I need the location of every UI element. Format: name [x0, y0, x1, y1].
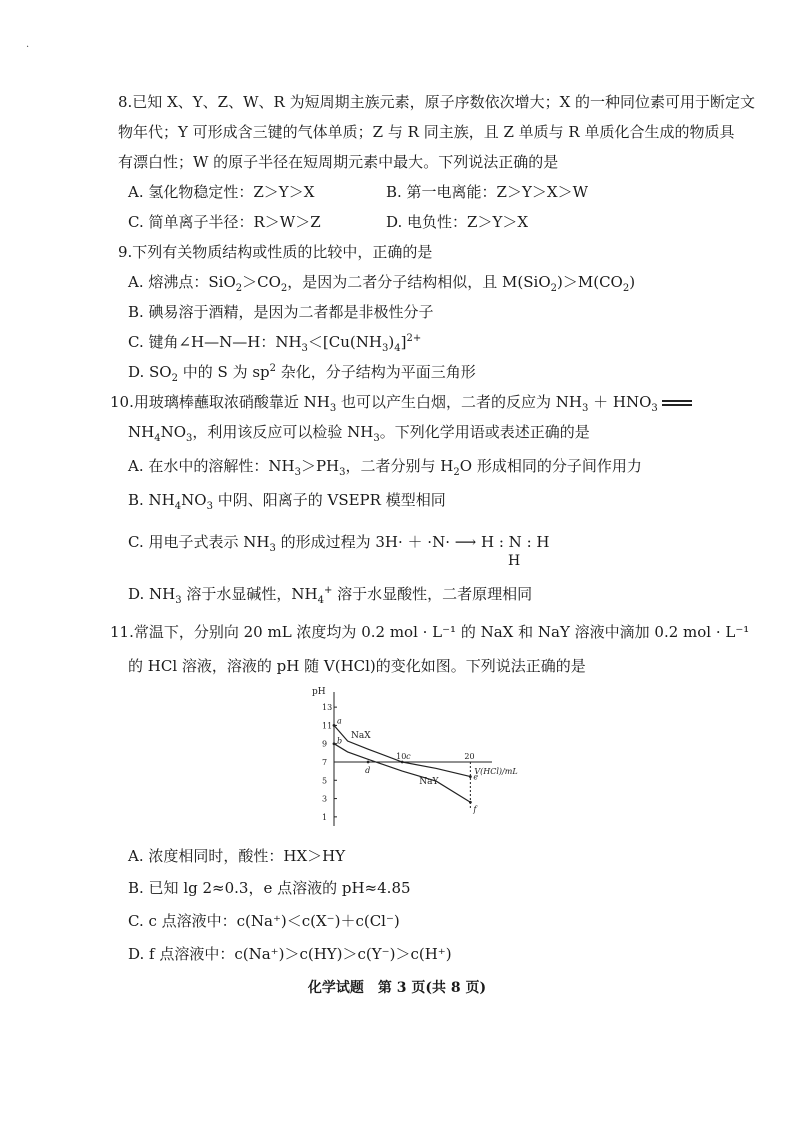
page-footer: 化学试题 第 3 页(共 8 页)	[307, 980, 487, 996]
point-label-d: d	[365, 766, 371, 775]
ph-titration-chart	[300, 682, 530, 842]
q11-option-d: D. f 点溶液中：c(Na⁺)＞c(HY)＞c(Y⁻)＞c(H⁺)	[128, 945, 452, 963]
q9-option-a: A. 熔沸点：$SiO_2>CO_2$，是因为二者分子结构相似，且 $M(SiO_2)>M(CO_2)$	[128, 273, 636, 294]
point-f	[469, 801, 472, 804]
q9-option-c: C. 键角∠H—N—H：$NH_3<[Cu(NH_3)_4]^{2+}$	[128, 333, 422, 354]
q11-option-c: C. c 点溶液中：c(Na⁺)＜c(X⁻)＋c(Cl⁻)	[128, 912, 400, 930]
y-tick-label: 1	[322, 812, 328, 822]
q8-option-b: B. 第一电离能：Z＞Y＞X＞W	[386, 183, 588, 201]
series-label-nay: NaY	[419, 776, 439, 787]
q10-option-c: C. 用电子式表示 $NH_3$ 的形成过程为 3H· ＋ ·N· ⟶ H : N : H	[128, 533, 550, 554]
q9-option-b: B. 碘易溶于酒精，是因为二者都是非极性分子	[128, 303, 434, 321]
q8-option-c: C. 简单离子半径：R＞W＞Z	[128, 213, 321, 231]
q8-stem-line3: 有漂白性；W 的原子半径在短周期元素中最大。下列说法正确的是	[118, 153, 559, 171]
q10-stem-line2: $NH_4NO_3$，利用该反应可以检验 $NH_3$。下列化学用语或表述正确的是	[128, 423, 590, 444]
x-axis-label: V(HCl)/mL	[474, 767, 518, 776]
point-label-c: c	[406, 752, 411, 761]
q11-stem-line2: 的 HCl 溶液，溶液的 pH 随 V(HCl)的变化如图。下列说法正确的是	[128, 657, 586, 675]
y-tick-label: 11	[322, 721, 333, 731]
q10-option-a: A. 在水中的溶解性：$NH_3>PH_3$，二者分别与 $H_2O$ 形成相同的分子间作用力	[128, 457, 642, 478]
y-tick-label: 3	[322, 794, 328, 804]
y-tick-label: 13	[322, 703, 333, 713]
point-d	[367, 761, 370, 764]
q11-option-a: A. 浓度相同时，酸性：HX＞HY	[128, 847, 346, 865]
point-label-e: e	[473, 772, 479, 782]
q8-stem-line1: 8.已知 X、Y、Z、W、R 为短周期主族元素，原子序数依次增大；X 的一种同位素可用于断定文	[118, 93, 756, 111]
point-label-f: f	[473, 805, 477, 815]
y-tick-label: 9	[322, 739, 328, 749]
q8-option-a: A. 氢化物稳定性：Z＞Y＞X	[128, 183, 315, 201]
q8-option-d: D. 电负性：Z＞Y＞X	[386, 213, 529, 231]
q9-option-d: D. $SO_2$ 中的 S 为 $sp^2$ 杂化，分子结构为平面三角形	[128, 363, 476, 384]
series-label-nax: NaX	[351, 731, 371, 742]
q9-stem: 9.下列有关物质结构或性质的比较中，正确的是	[118, 243, 433, 261]
point-a	[333, 724, 336, 727]
point-c	[401, 761, 404, 764]
y-axis-label: pH	[312, 687, 326, 697]
q10-option-d: D. $NH_3$ 溶于水显碱性，$NH_4^+$ 溶于水显酸性，二者原理相同	[128, 585, 533, 606]
x-tick-label: 10	[396, 752, 407, 761]
scan-mark: ·	[26, 42, 30, 53]
point-b	[333, 742, 336, 745]
q11-stem-line1: 11.常温下，分别向 20 mL 浓度均为 0.2 mol · L⁻¹ 的 NaX 和 NaY 溶液中滴加 0.2 mol · L⁻¹	[110, 623, 750, 641]
x-tick-label: 20	[464, 752, 475, 761]
equals-sign	[662, 400, 692, 406]
point-e	[469, 775, 472, 778]
q10-stem-line1: 10.用玻璃棒蘸取浓硝酸靠近 $NH_3$ 也可以产生白烟，二者的反应为 $NH_3 + HNO_3$	[110, 392, 692, 412]
q11-option-b: B. 已知 lg 2≈0.3，e 点溶液的 pH≈4.85	[128, 879, 411, 897]
point-label-a: a	[337, 716, 342, 726]
q10-option-b: B. $NH_4NO_3$ 中阴、阳离子的 VSEPR 模型相同	[128, 491, 446, 512]
q10-option-c-lower-h: H	[508, 553, 521, 569]
point-label-b: b	[337, 736, 343, 746]
q8-stem-line2: 物年代；Y 可形成含三键的气体单质；Z 与 R 同主族，且 Z 单质与 R 单质化合生成的物质具	[118, 123, 735, 141]
chart-svg	[300, 682, 530, 842]
y-tick-label: 5	[322, 776, 328, 786]
y-tick-label: 7	[322, 758, 328, 767]
